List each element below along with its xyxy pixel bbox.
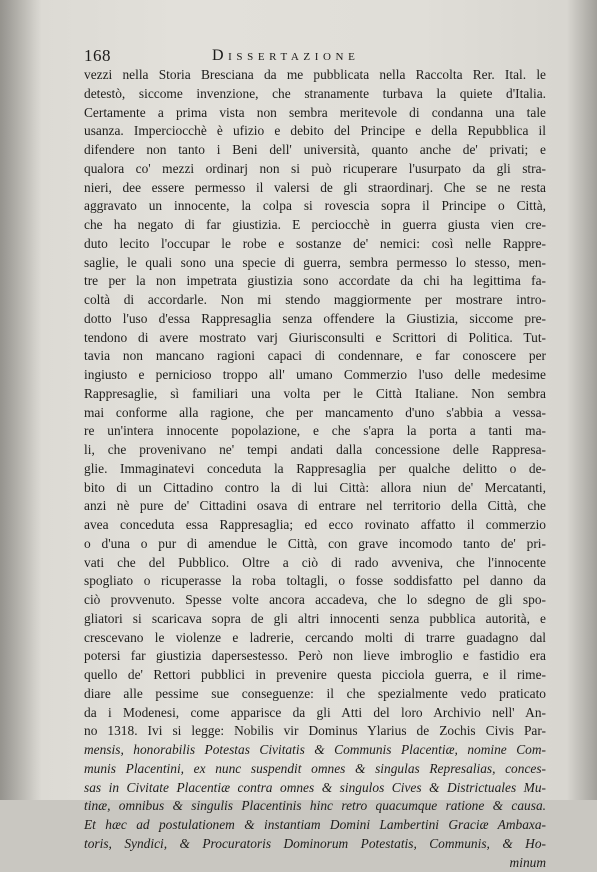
text-line: vati che del Pubblico. Oltre a ciò di rado avveniva, che l'innocente <box>84 554 546 573</box>
text-line: da i Modenesi, come apparisce da gli Atti del loro Archivio nell' An- <box>84 704 546 723</box>
text-line: vezzi nella Storia Bresciana da me pubblicata nella Raccolta Rer. Ital. le <box>84 66 546 85</box>
text-line: aggravato un innocente, la colpa si rovescia sopra il Principe o Città, <box>84 197 546 216</box>
text-line: quello de' Rettori pubblici in prevenire questa picciola guerra, e il rime- <box>84 666 546 685</box>
text-line: re un'intera innocente popolazione, e che s'apra la porta a tanti ma- <box>84 422 546 441</box>
text-line: nieri, dee essere permesso il valersi de gli straordinarj. Che se ne resta <box>84 179 546 198</box>
running-header <box>84 46 550 68</box>
text-line: difendere non tanto i Beni dell' università, quanto anche de' privati; e <box>84 141 546 160</box>
text-line: duto lecito l'occupar le robe e sostanze de' nemici: così nelle Rappre- <box>84 235 546 254</box>
text-line: potersi far giustizia dapersestesso. Però non lieve imbroglio e fastidio era <box>84 647 546 666</box>
text-line: diare alle pessime sue conseguenze: il che spezialmente vedo praticato <box>84 685 546 704</box>
text-line: tendono di avere mostrato varj Giurisconsulti e Scrittori di Politica. Tut- <box>84 329 546 348</box>
text-line: o d'una o pur di amendue le Città, con grave incomodo tanto de' pri- <box>84 535 546 554</box>
text-line: coltà di accordarle. Non mi stendo maggiormente per mostrare intro- <box>84 291 546 310</box>
page-number: 168 <box>84 46 111 66</box>
text-line-latin: toris, Syndici, & Procuratoris Dominorum Potestatis, Communis, & Ho- <box>84 835 546 854</box>
text-line-latin: sas in Civitate Placentiæ contra omnes & singulos Cives & Districtuales Mu- <box>84 779 546 798</box>
text-line: glie. Immaginatevi conceduta la Rappresaglia per qualche delitto o de- <box>84 460 546 479</box>
text-line-latin: tinæ, omnibus & singulis Placentinis hinc retro quacumque ratione & causa. <box>84 797 546 816</box>
text-line: usanza. Imperciocchè è ufizio e debito del Principe e della Repubblica il <box>84 122 546 141</box>
text-line: avea conceduta essa Rappresaglia; ed ecco rovinato affatto il commerzio <box>84 516 546 535</box>
text-line: tavia non mancano ragioni capaci di condennare, e far conoscere per <box>84 347 546 366</box>
text-line-latin: Et hæc ad postulationem & instantiam Domini Lambertini Graciæ Ambaxa- <box>84 816 546 835</box>
text-line: Certamente a prima vista non sembra meritevole di condanna una tale <box>84 104 546 123</box>
text-line: li, che provenivano ne' tempi andati dalla concessione delle Rappresa- <box>84 441 546 460</box>
text-line: saglie, le quali sono una specie di guerra, sembra permesso lo stesso, men- <box>84 254 546 273</box>
text-line: bito di un Cittadino contro la di lui Città: allora niun de' Mercatanti, <box>84 479 546 498</box>
text-line-latin: munis Placentini, ex nunc suspendit omnes & singulas Represalias, conces- <box>84 760 546 779</box>
text-line: spogliato o ricuperasse la roba toltagli, o fosse soddisfatto pel danno da <box>84 572 546 591</box>
text-line: detestò, siccome invenzione, che stranamente turbava la quiete d'Italia. <box>84 85 546 104</box>
text-line: che ha negato di far giustizia. E perciocchè in guerra giusta vien cre- <box>84 216 546 235</box>
text-line: mai conforme alla ragione, che per mancamento d'uno s'abbia a vessa- <box>84 404 546 423</box>
catchword: minum <box>84 854 546 872</box>
text-line: ingiusto e pernicioso troppo all' umano Commerzio l'uso delle medesime <box>84 366 546 385</box>
text-line: qualora co' mezzi ordinarj non si può ricuperare l'usurpato da gli stra- <box>84 160 546 179</box>
text-line: anzi nè pure de' Cittadini osava di entrare nel territorio della Città, che <box>84 497 546 516</box>
text-line: dotto l'uso d'essa Rappresaglia senza offendere la Giustizia, siccome pre- <box>84 310 546 329</box>
text-line-latin: mensis, honorabilis Potestas Civitatis & Communis Placentiæ, nomine Com- <box>84 741 546 760</box>
text-line: crescevano le violenze e ladrerie, cercando molti di trarre guadagno dal <box>84 629 546 648</box>
text-line: no 1318. Ivi si legge: Nobilis vir Dominus Ylarius de Zochis Civis Par- <box>84 722 546 741</box>
text-line: Rappresaglie, sì familiari una volta per le Città Italiane. Non sembra <box>84 385 546 404</box>
text-line: ciò provvenuto. Spesse volte ancora accadeva, che lo sdegno de gli spo- <box>84 591 546 610</box>
text-line: tre per la non impetrata giustizia sono accordate da chi ha legittima fa- <box>84 272 546 291</box>
text-line: gliatori si scaricava sopra de gli altri innocenti senza pubblica autorità, e <box>84 610 546 629</box>
body-text <box>84 66 546 872</box>
running-title: Dissertazione <box>212 47 359 65</box>
